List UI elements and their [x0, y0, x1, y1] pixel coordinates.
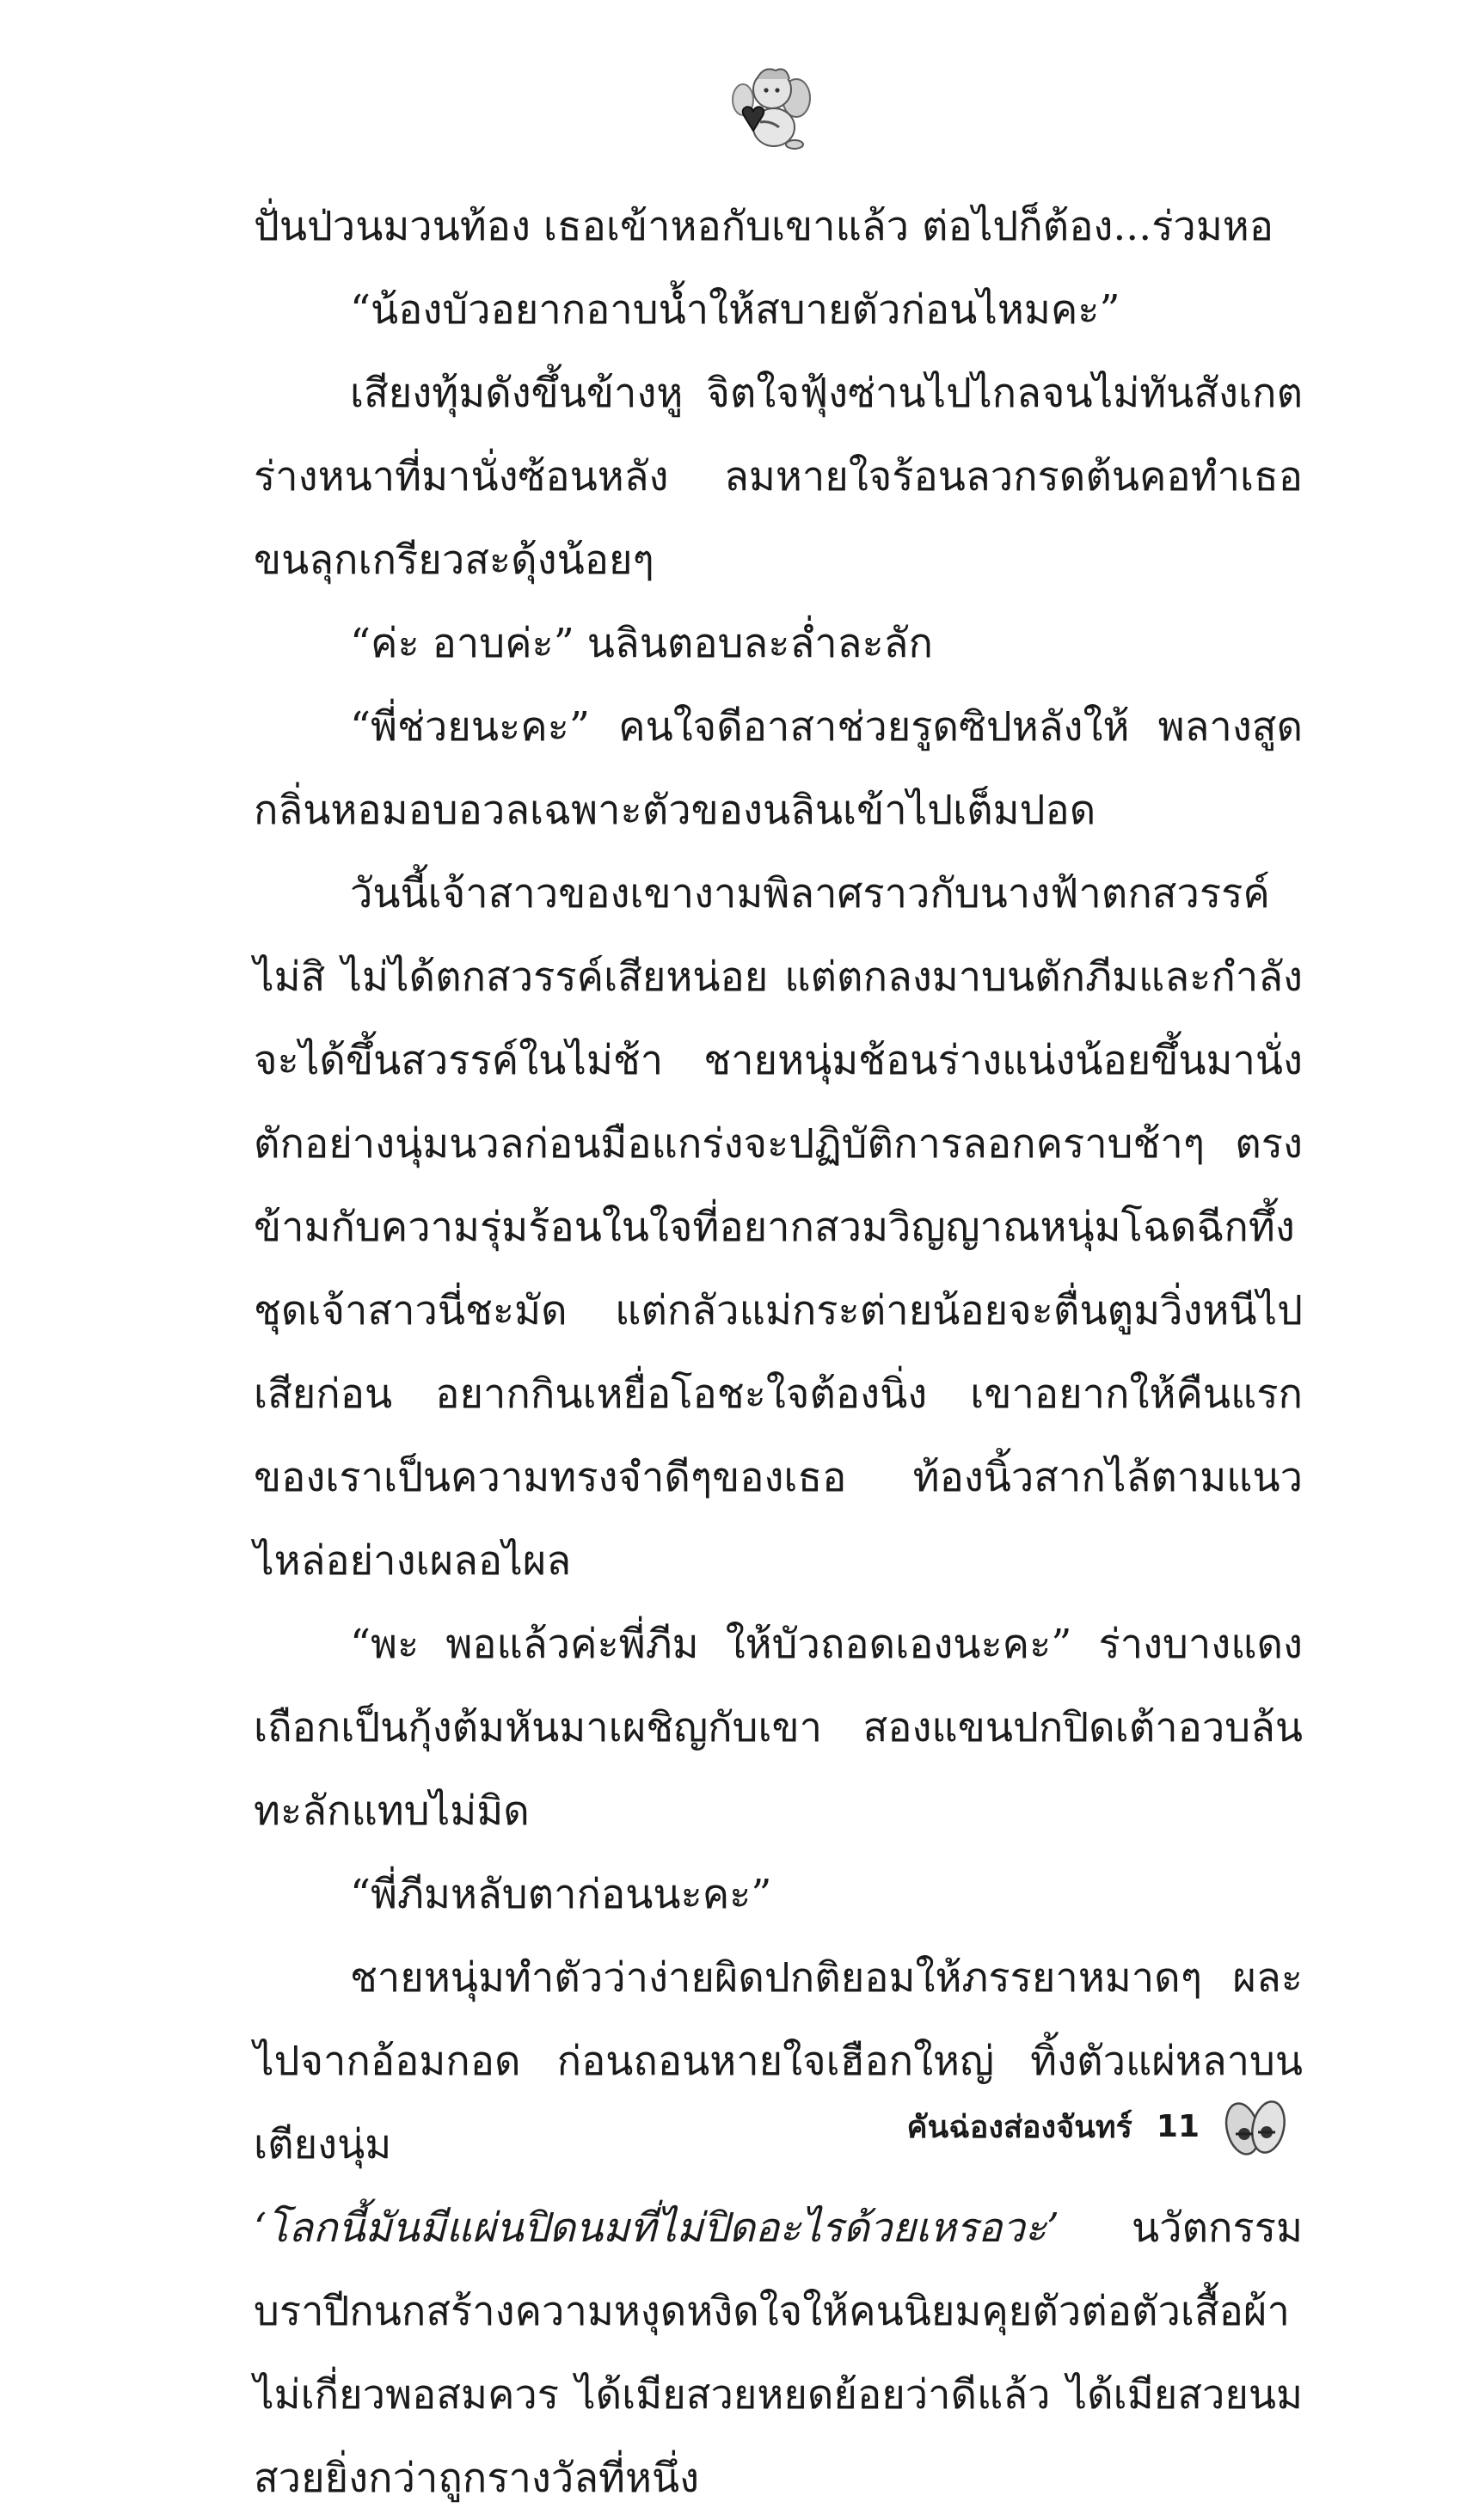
book-title: คันฉ่องส่องจันทร์ [906, 2109, 1132, 2145]
paragraph: ปั่นป่วนมวนท้อง เธอเข้าหอกับเขาแล้ว ต่อไปก็ต้อง...ร่วมหอ [254, 203, 1274, 250]
cherub-with-heart-icon [722, 60, 817, 155]
paragraph: เสียงทุ้มดังขึ้นข้างหู จิตใจฟุ้งซ่านไปไกลจนไม่ทันสังเกต ร่างหนาที่มานั่งซ้อนหลัง ลมหายใจร้อนลวกรดต้นคอทำเธอขนลุกเกรียวสะดุ้งน้อยๆ [254, 370, 1303, 584]
paragraph: “พี่ช่วยนะคะ” คนใจดีอาสาช่วยรูดซิปหลังให้ พลางสูดกลิ่นหอมอบอวลเฉพาะตัวของนลินเข้าไปเต็มปอด [254, 703, 1303, 834]
paragraph: วันนี้เจ้าสาวของเขางามพิลาศราวกับนางฟ้าตกสวรรค์ ไม่สิ ไม่ได้ตกสวรรค์เสียหน่อย แต่ตกลงมาบนตักภีมและกำลังจะได้ขึ้นสวรรค์ในไม่ช้า ชายหนุ่มช้อนร่างแน่งน้อยขึ้นมานั่งตักอย่างนุ่มนวลก่อนมือแกร่งจะปฏิบัติการลอกคราบช้าๆ ตรงข้ามกับความรุ่มร้อนในใจที่อยากสวมวิญญาณหนุ่มโฉดฉีกทึ้งชุดเจ้าสาวนี่ชะมัด แต่กลัวแม่กระต่ายน้อยจะตื่นตูมวิ่งหนีไปเสียก่อน อยากกินเหยื่อโอชะใจต้องนิ่ง เขาอยากให้คืนแรกของเราเป็นความทรงจำดีๆของเธอ ท้องนิ้วสากไล้ตามแนวไหล่อย่างเผลอไผล [254, 870, 1303, 1585]
paragraph: “พี่ภีมหลับตาก่อนนะคะ” [350, 1871, 772, 1918]
paragraph: ชายหนุ่มทำตัวว่าง่ายผิดปกติยอมให้ภรรยาหมาดๆ ผละไปจากอ้อมกอด ก่อนถอนหายใจเฮือกใหญ่ ทิ้งตัวแผ่หลาบนเตียงนุ่ม [254, 1954, 1303, 2168]
body-text [254, 185, 1303, 2520]
paragraph: “พะ พอแล้วค่ะพี่ภีม ให้บัวถอดเองนะคะ” ร่างบางแดงเถือกเป็นกุ้งต้มหันมาเผชิญกับเขา สองแขนปกปิดเต้าอวบล้นทะลักแทบไม่มิด [254, 1621, 1303, 1835]
italic-thought: ‘โลกนี้มันมีแผ่นปิดนมที่ไม่ปิดอะไรด้วยเหรอวะ’ [254, 2204, 1059, 2252]
paragraph: “น้องบัวอยากอาบน้ำให้สบายตัวก่อนไหมคะ” [350, 286, 1120, 334]
paragraph-with-italic [254, 2186, 1303, 2520]
paragraph-continuation: นวัตกรรมบราปีกนกสร้างความหงุดหงิดใจให้คนนิยมคุยตัวต่อตัวเสื้อผ้าไม่เกี่ยวพอสมควร ได้เมียสวยหยดย้อยว่าดีแล้ว ได้เมียสวยนมสวยยิ่งกว่าถูกรางวัลที่หนึ่ง [254, 2204, 1303, 2502]
paragraph: “ค่ะ อาบค่ะ” นลินตอบละล่ำละลัก [350, 620, 933, 667]
slippers-icon [1218, 2093, 1292, 2160]
page-number: 11 [1156, 2108, 1200, 2144]
page-footer [907, 2088, 1292, 2165]
